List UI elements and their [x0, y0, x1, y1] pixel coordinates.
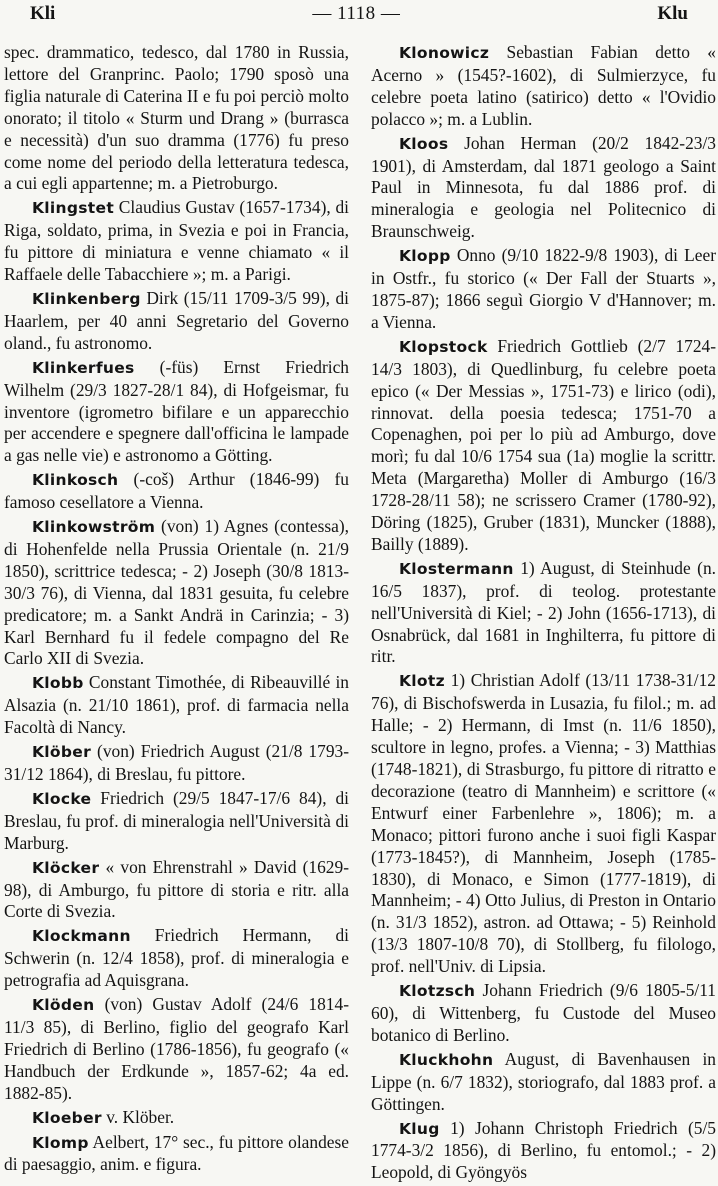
dictionary-entry	[4, 741, 349, 786]
entry-headword: Klomp	[32, 1133, 89, 1152]
entry-text: Johan Herman (20/2 1842-23/3 1901), di Amsterdam, dal 1871 geologo a Saint Paul in Minnesota, fu dal 1886 prof. di mineralogia e geologia nel Politecnico di Braunschweig.	[371, 132, 716, 242]
dictionary-entry	[4, 516, 349, 670]
entry-headword: Klopstock	[399, 337, 488, 356]
entry-headword: Klingstet	[32, 199, 115, 218]
entry-text: Onno (9/10 1822-9/8 1903), di Leer in Ostfr., fu storico (« Der Fall der Stuarts », 1875-87); 1866 seguì Giorgio V d'Hannover; m. a Vienna.	[371, 245, 716, 332]
entry-headword: Klobb	[32, 674, 84, 693]
entry-headword: Kluckhohn	[399, 1050, 494, 1069]
entry-text: 1) Christian Adolf (13/11 1738-31/12 76), di Bischofswerda in Lusazia, fu filol.; m. ad Halle; - 2) Hermann, di Imst (n. 11/6 1850), scultore in legno, profes. a Vienna; - 3) Matthias (1748-1821), di Strasburgo, fu pittore di ritratto e decorazione (teatro di Mannheim) e scrittore (« Entwurf einer Farbenlehre », 1806); m. a Monaco; pittori furono anche i suoi figli Kaspar (1773-1845?), di Mannheim, Joseph (1785-1830), di Monaco, e Simon (1777-1819), di Mannheim; - 4) Otto Julius, di Preston in Ontario (n. 31/3 1852), astron. ad Ottawa; - 5) Reinhold (13/3 1807-10/8 70), di Stollberg, fu filologo, prof. nell'Univ. di Lipsia.	[371, 670, 716, 977]
dictionary-entry	[4, 994, 349, 1105]
entry-text: (von) Friedrich August (21/8 1793-31/12 1864), di Breslau, fu pittore.	[4, 741, 349, 784]
dictionary-entry	[4, 469, 349, 514]
dictionary-entry	[371, 245, 716, 334]
entry-text: « von Ehrenstrahl » David (1629-98), di Amburgo, fu pittore di storia e ritr. alla Corte di Svezia.	[4, 856, 349, 922]
entry-headword: Klocke	[32, 789, 92, 808]
dictionary-entry	[371, 558, 716, 669]
entry-headword: Klöber	[32, 743, 92, 762]
dictionary-entry	[4, 1107, 349, 1130]
dictionary-entry	[4, 1132, 349, 1177]
entry-headword: Klotz	[399, 672, 445, 691]
right-column	[371, 42, 716, 1186]
left-column	[4, 42, 349, 1178]
dictionary-entry	[371, 670, 716, 978]
dictionary-entry	[4, 788, 349, 855]
entry-text: 1) August, di Steinhude (n. 16/5 1837), prof. di teolog. protestante nell'Università di Kiel; - 2) John (1656-1713), di Osnabrück, dal 1681 in Inghilterra, fu pittore di ritr.	[371, 557, 716, 667]
entry-headword: Klopp	[399, 247, 451, 266]
entry-text: Sebastian Fabian detto « Acerno » (1545?-1602), di Sulmierzyce, fu celebre poeta latino (satirico) detto « l'Ovidio polacco »; m. a Lublin.	[371, 42, 716, 129]
entry-text: 1) Johann Christoph Friedrich (5/5 1774-3/2 1856), di Berlino, fu entomol.; - 2) Leopold, di Gyöngyös	[371, 1117, 716, 1183]
dictionary-entry	[4, 672, 349, 739]
entry-text: v. Klöber.	[101, 1106, 175, 1127]
dictionary-entry	[371, 336, 716, 556]
entry-text: Aelbert, 17° sec., fu pittore olandese di paesaggio, anim. e figura.	[4, 1131, 349, 1175]
entry-headword: Klinkenberg	[32, 289, 141, 308]
dictionary-entry	[4, 357, 349, 468]
entry-text: (-füs) Ernst Friedrich Wilhelm (29/3 1827-28/1 84), di Hofgeismar, fu inventore (igrometro bifilare e un apparecchio per accendere e spegnere dall'officina le lampade a gas nelle vie) e astronomo a Götting.	[4, 356, 349, 466]
entry-text: (-coš) Arthur (1846-99) fu famoso cesellatore a Vienna.	[4, 469, 349, 513]
entry-text: Friedrich (29/5 1847-17/6 84), di Breslau, fu prof. di mineralogia nell'Università di Marburg.	[4, 787, 349, 853]
dictionary-entry	[4, 197, 349, 286]
entry-text: (von) 1) Agnes (contessa), di Hohenfelde nella Prussia Orientale (n. 21/9 1850), scrittrice tedesca; - 2) Joseph (30/8 1813-30/3 76), di Vienna, dal 1831 gesuita, fu celebre predicatore; m. a Sankt Andrä in Carinzia; - 3) Karl Bernhard fu il fedele compagno del Re Carlo XII di Svezia.	[4, 516, 349, 669]
entry-text: Friedrich Hermann, di Schwerin (n. 12/4 1858), prof. di mineralogia e petrografia ad Aquisgrana.	[4, 925, 349, 991]
entry-headword: Kloos	[399, 134, 449, 153]
entry-headword: Klinkowström	[32, 518, 156, 537]
dictionary-entry	[4, 925, 349, 992]
entry-headword: Klonowicz	[399, 44, 490, 62]
dictionary-entry	[371, 133, 716, 244]
entry-text: (von) Gustav Adolf (24/6 1814-11/3 85), di Berlino, figlio del geografo Karl Friedrich di Berlino (1786-1856), fu geografo (« Handbuch der Erdkunde », 1857-62; 4a ed. 1882-85).	[4, 994, 349, 1103]
entry-text: Friedrich Gottlieb (2/7 1724-14/3 1803), di Quedlinburg, fu celebre poeta epico (« Der Messias », 1751-73) e lirico (odi), rinnovat. della poesia tedesca; 1751-70 a Copenaghen, poi per lo più ad Amburgo, dove morì; fu dal 10/6 1754 sua (1a) moglie la scrittr. Meta (Margaretha) Moller di Amburgo (16/3 1728-28/11 58); ne scrissero Cramer (1780-92), Döring (1825), Gruber (1831), Muncker (1888), Bailly (1889).	[371, 335, 716, 554]
entry-text: Claudius Gustav (1657-1734), di Riga, soldato, prima, in Svezia e poi in Francia, fu pittore di miniatura e venne chiamato « il Raffaele delle Tabacchiere »; m. a Parigi.	[4, 197, 349, 285]
dictionary-entry	[4, 288, 349, 355]
entry-text: August, di Bavenhausen in Lippe (n. 6/7 1832), storiografo, dal 1883 prof. a Göttingen.	[371, 1048, 716, 1114]
dictionary-entry	[371, 980, 716, 1047]
dictionary-entry	[371, 1118, 716, 1185]
dictionary-entry	[4, 42, 349, 195]
entry-headword: Klöcker	[32, 858, 100, 877]
dictionary-entry	[4, 857, 349, 924]
dictionary-entry	[371, 42, 716, 131]
entry-headword: Klinkosch	[32, 471, 119, 490]
entry-headword: Klotzsch	[399, 982, 476, 1001]
entry-headword: Klockmann	[32, 927, 131, 946]
entry-headword: Klöden	[32, 996, 95, 1015]
page-header	[30, 3, 688, 25]
entry-headword: Klinkerfues	[32, 358, 135, 377]
entry-text: Johann Friedrich (9/6 1805-5/11 60), di Wittenberg, fu Custode del Museo botanico di Berlino.	[371, 980, 716, 1045]
entry-text: Constant Timothée, di Ribeauvillé in Alsazia (n. 21/10 1861), prof. di farmacia nella Facoltà di Nancy.	[4, 672, 349, 738]
header-right-guide-word: Klu	[657, 3, 688, 24]
entry-headword: Klug	[399, 1119, 440, 1138]
entry-text: spec. drammatico, tedesco, dal 1780 in Russia, lettore del Granprinc. Paolo; 1790 sposò una figlia naturale di Caterina II e fu poi perciò molto onorato; il titolo « Sturm und Drang » (burrasca e necessità) d'un suo dramma (1776) fu preso come nome del periodo della letteratura tedesca, a cui egli appartenne; m. a Pietroburgo.	[4, 42, 349, 194]
page-number: — 1118 —	[312, 3, 401, 24]
entry-headword: Kloeber	[32, 1108, 102, 1127]
header-left-guide-word: Kli	[30, 3, 56, 24]
entry-headword: Klostermann	[399, 559, 514, 578]
entry-text: Dirk (15/11 1709-3/5 99), di Haarlem, per 40 anni Segretario del Governo oland., fu astronomo.	[4, 287, 349, 353]
dictionary-entry	[371, 1049, 716, 1116]
